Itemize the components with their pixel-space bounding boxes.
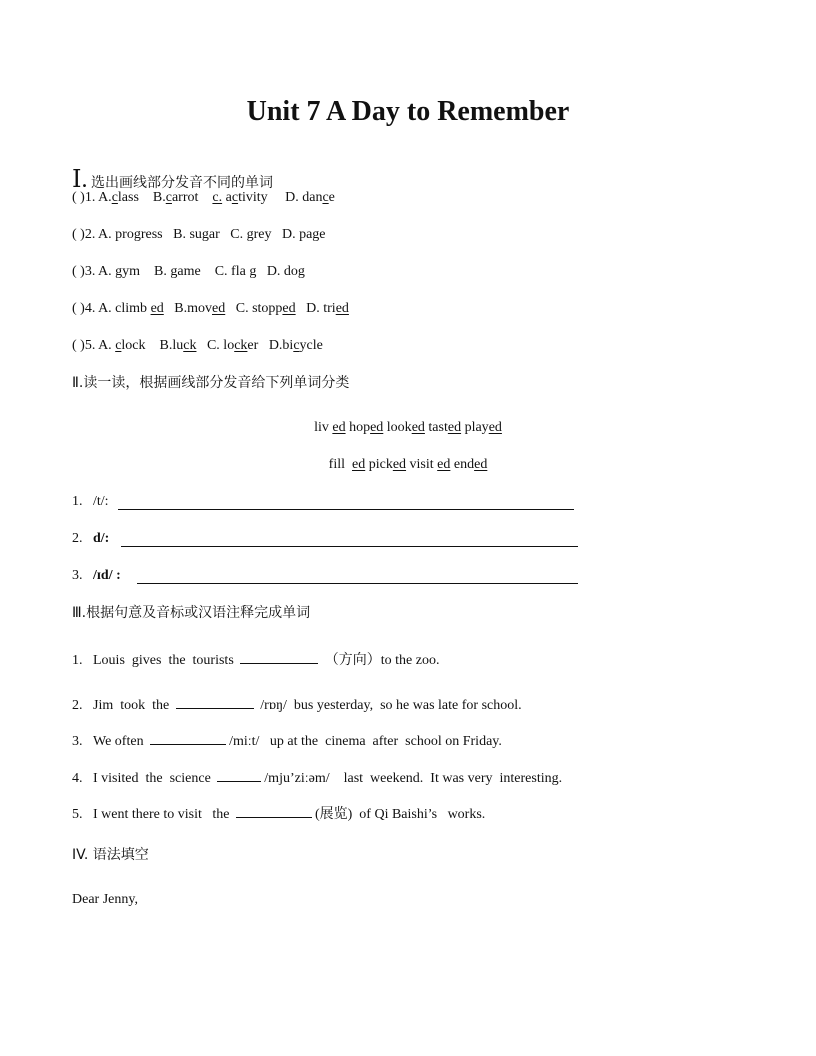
word-stem: liv [314, 420, 333, 435]
question-number: 1. [84, 190, 96, 205]
question-number: 1. [72, 653, 83, 668]
fill-blank[interactable] [240, 651, 318, 664]
option-d-prefix: D. dan [285, 190, 323, 205]
option-c-label: c. [212, 190, 223, 205]
option-a-underlined: c [115, 338, 122, 353]
question-number: 2. [72, 698, 83, 713]
option-d-underlined: ed [335, 301, 349, 316]
question-text: 3. A. gym B. game C. fla g D. dog [84, 264, 305, 279]
sentence-start: Louis gives the tourists [93, 653, 234, 668]
fill-blank[interactable] [217, 769, 261, 782]
line-number: 3. [72, 568, 83, 583]
sound-line-d [72, 532, 109, 546]
line-number: 2. [72, 531, 83, 546]
option-a-underlined: ed [150, 301, 164, 316]
option-d-underlined: c [293, 338, 300, 353]
option-a-underlined: c [111, 190, 118, 205]
question-number: 4. [84, 301, 96, 316]
section2-heading: Ⅱ.读一读，根据画线部分发音给下列单词分类 [72, 375, 350, 391]
s1-question-4 [72, 302, 349, 316]
s3-question-4 [72, 769, 562, 786]
word-ending: ed [392, 457, 407, 472]
option-a-rest: lass [117, 190, 139, 205]
sentence-start: I visited the science [93, 771, 211, 786]
s3-question-3 [72, 732, 502, 749]
option-b-underlined: c [165, 190, 172, 205]
word-stem: play [461, 420, 489, 435]
question-number: 4. [72, 771, 83, 786]
option-c-prefix: C. stopp [235, 301, 283, 316]
answer-paren: ( ) [72, 301, 85, 316]
sentence-start: We often [93, 734, 144, 749]
word-stem: end [450, 457, 475, 472]
word-ending: ed [474, 457, 488, 472]
option-a-prefix: A. climb [98, 301, 151, 316]
question-number: 3. [72, 734, 83, 749]
option-a-prefix: A. [98, 190, 112, 205]
s1-question-1 [72, 191, 335, 205]
option-c-underlined: ck [234, 338, 248, 353]
option-c-prefix: a [222, 190, 232, 205]
sentence-end: (展览) of Qi Baishi’s works. [314, 807, 486, 822]
question-number: 5. [72, 807, 83, 822]
answer-line-id[interactable] [137, 583, 578, 584]
sentence-start: I went there to visit the [93, 807, 230, 822]
answer-paren: ( ) [72, 227, 85, 242]
word-ending: ed [352, 457, 366, 472]
word-ending: ed [447, 420, 462, 435]
word-stem: visit [406, 457, 438, 472]
line-number: 1. [72, 494, 83, 509]
option-a-rest: lock [121, 338, 146, 353]
phoneme-label: /t/: [93, 494, 109, 509]
option-d-underlined: c [322, 190, 329, 205]
word-ending: ed [488, 420, 502, 435]
sound-line-id [72, 569, 121, 583]
answer-paren: ( ) [72, 264, 85, 279]
answer-line-t[interactable] [118, 509, 574, 510]
phoneme-label: /ɪd/ : [93, 568, 121, 583]
word-stem: look [383, 420, 412, 435]
fill-blank[interactable] [236, 805, 312, 818]
sentence-end: /rɒŋ/ bus yesterday, so he was late for school. [260, 698, 522, 713]
word-stem: hop [345, 420, 371, 435]
s1-question-2 [72, 228, 326, 242]
section1-heading-text: 选出画线部分发音不同的单词 [90, 175, 273, 191]
s3-question-5 [72, 805, 485, 822]
option-b-underlined: ck [183, 338, 197, 353]
s3-question-1 [72, 651, 440, 668]
option-d-prefix: D.bi [268, 338, 294, 353]
s1-question-5 [72, 339, 323, 353]
option-b-prefix: B. [152, 190, 166, 205]
option-c-underlined: ed [282, 301, 296, 316]
option-b-underlined: ed [212, 301, 226, 316]
question-number: 5. [84, 338, 96, 353]
fill-blank[interactable] [150, 732, 226, 745]
option-d-prefix: D. tri [306, 301, 336, 316]
sound-line-t [72, 495, 109, 509]
s1-question-3 [72, 265, 305, 279]
option-c-rest: er [247, 338, 259, 353]
section1-heading [72, 168, 273, 192]
word-ending: ed [332, 420, 346, 435]
letter-salutation: Dear Jenny, [72, 892, 138, 907]
option-b-prefix: B.lu [159, 338, 184, 353]
section3-heading: Ⅲ.根据句意及音标或汉语注释完成单词 [72, 605, 311, 621]
s3-question-2 [72, 696, 522, 713]
sentence-start: Jim took the [93, 698, 170, 713]
phoneme-label: d/: [93, 531, 110, 546]
word-list-row-1 [0, 421, 816, 435]
option-c-rest: tivity [238, 190, 268, 205]
word-list-row-2 [0, 458, 816, 472]
option-c-underlined: c [231, 190, 239, 205]
answer-paren: ( ) [72, 190, 85, 205]
word-ending: ed [411, 420, 425, 435]
answer-line-d[interactable] [121, 546, 578, 547]
section4-heading: IV. 语法填空 [72, 847, 149, 863]
option-d-rest: ycle [299, 338, 323, 353]
sentence-end: /mju’ziːəm/ last weekend. It was very interesting. [264, 771, 563, 786]
question-text: 2. A. progress B. sugar C. grey D. page [84, 227, 326, 242]
word-stem: tast [424, 420, 448, 435]
fill-blank[interactable] [176, 696, 254, 709]
sentence-end: /miːt/ up at the cinema after school on Friday. [229, 734, 502, 749]
word-ending: ed [370, 420, 384, 435]
option-a-prefix: A. [98, 338, 116, 353]
section1-numeral: Ⅰ. [72, 167, 88, 193]
option-b-rest: arrot [171, 190, 199, 205]
word-ending: ed [437, 457, 451, 472]
option-c-prefix: C. lo [206, 338, 235, 353]
answer-paren: ( ) [72, 338, 85, 353]
option-d-rest: e [328, 190, 335, 205]
option-b-prefix: B.mov [174, 301, 213, 316]
word-stem: pick [365, 457, 393, 472]
word-stem: fill [328, 457, 352, 472]
sentence-end: （方向）to the zoo. [324, 653, 440, 668]
page-title: Unit 7 A Day to Remember [246, 96, 570, 127]
